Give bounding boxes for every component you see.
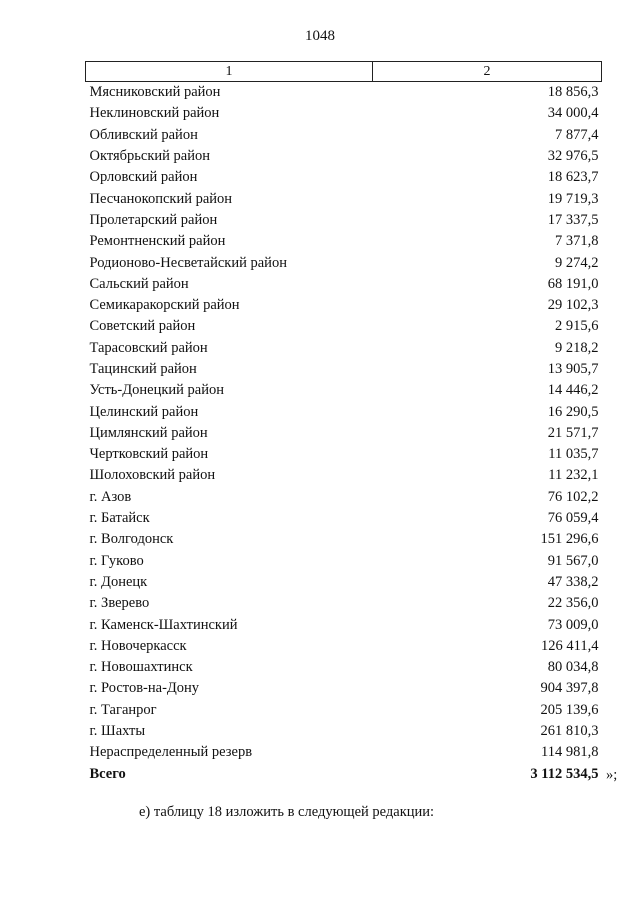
table-row [86, 338, 602, 359]
total-label: Всего [89, 765, 126, 782]
amount-value: 13 905,7 [547, 361, 599, 377]
table-row [86, 636, 602, 657]
district-name: Цимлянский район [89, 424, 208, 441]
table-row [86, 742, 602, 763]
district-name: г. Ростов-на-Дону [89, 680, 200, 697]
table-row [86, 678, 602, 699]
district-name: Октябрьский район [89, 148, 210, 165]
table-row [86, 274, 602, 295]
amount-value: 7 371,8 [555, 233, 599, 250]
table-row [86, 380, 602, 401]
table-row [86, 529, 602, 550]
amendment-instruction: е) таблицу 18 изложить в следующей редакции: [139, 804, 435, 820]
amount-value: 18 856,3 [547, 84, 599, 101]
amount-value: 76 102,2 [547, 488, 599, 505]
table-row [86, 657, 602, 678]
table-row [86, 146, 602, 167]
district-name: Усть-Донецкий район [89, 382, 224, 399]
amount-value: 47 338,2 [547, 573, 599, 590]
amount-value: 91 567,0 [547, 552, 599, 569]
district-name: г. Волгодонск [89, 531, 174, 548]
district-name: Мясниковский район [89, 84, 221, 101]
amount-value: 22 356,0 [547, 595, 599, 612]
amount-value: 9 218,2 [555, 339, 599, 356]
table-row [86, 359, 602, 380]
table-row [86, 572, 602, 593]
amount-value: 205 139,6 [540, 701, 599, 718]
amount-value: 80 034,8 [547, 659, 599, 676]
district-name: г. Азов [89, 488, 132, 505]
table-row [86, 721, 602, 742]
table-row [86, 508, 602, 529]
table-row [86, 551, 602, 572]
district-name: г. Гуково [89, 552, 144, 569]
district-name: г. Зверево [89, 595, 150, 612]
district-name: Чертковский район [89, 446, 209, 463]
amount-value: 11 232,1 [548, 467, 599, 484]
district-name: г. Каменск-Шахтинский [89, 616, 238, 633]
table-row [86, 231, 602, 252]
amount-value: 9 274,2 [555, 254, 599, 271]
total-row [86, 764, 602, 785]
column-header-2: 2 [373, 62, 602, 82]
table-row [86, 167, 602, 188]
amount-value: 261 810,3 [540, 723, 599, 740]
district-name: Тарасовский район [89, 339, 208, 356]
district-name: Песчанокопский район [89, 190, 233, 207]
district-name: Тацинский район [89, 361, 197, 377]
amount-value: 21 571,7 [547, 424, 599, 441]
closing-quote: »; [606, 767, 618, 783]
column-header-1: 1 [86, 62, 373, 82]
table-row [86, 82, 602, 104]
amount-value: 16 290,5 [547, 403, 599, 420]
table-row [86, 125, 602, 146]
table-row [86, 188, 602, 209]
amount-value: 14 446,2 [547, 382, 599, 399]
amount-value: 19 719,3 [547, 190, 599, 207]
table-row [86, 316, 602, 337]
amount-value: 32 976,5 [547, 148, 599, 165]
district-name: г. Новошахтинск [89, 659, 193, 676]
district-name: Советский район [89, 318, 196, 335]
table-row [86, 295, 602, 316]
amount-value: 11 035,7 [548, 446, 599, 463]
amount-value: 17 337,5 [547, 211, 599, 228]
district-name: Сальский район [89, 275, 189, 292]
amount-value: 34 000,4 [547, 105, 599, 122]
allocation-table [85, 61, 602, 785]
district-name: Обливский район [89, 126, 198, 143]
district-name: Пролетарский район [89, 211, 218, 228]
district-name: г. Шахты [89, 723, 146, 740]
table-row [86, 423, 602, 444]
amount-value: 151 296,6 [540, 531, 599, 548]
district-name: Орловский район [89, 169, 198, 186]
district-name: Семикаракорский район [89, 297, 240, 314]
total-value: 3 112 534,5 [530, 765, 599, 782]
table-row [86, 103, 602, 124]
table-row [86, 593, 602, 614]
amount-value: 68 191,0 [547, 275, 599, 292]
district-name: Ремонтненский район [89, 233, 226, 250]
amount-value: 114 981,8 [541, 744, 599, 761]
amount-value: 904 397,8 [540, 680, 599, 697]
table-body [86, 82, 602, 785]
district-name: Нераспределенный резерв [89, 744, 253, 761]
district-name: Неклиновский район [89, 105, 220, 122]
amount-value: 18 623,7 [547, 169, 599, 186]
table-row [86, 252, 602, 273]
amount-value: 76 059,4 [547, 510, 599, 527]
district-name: г. Новочеркасск [89, 637, 187, 654]
page-number: 1048 [305, 28, 335, 44]
amount-value: 73 009,0 [547, 616, 599, 633]
table-row [86, 487, 602, 508]
table-row [86, 210, 602, 231]
table-row [86, 614, 602, 635]
table-row [86, 700, 602, 721]
district-name: Целинский район [89, 403, 199, 420]
district-name: г. Таганрог [89, 701, 157, 718]
amount-value: 126 411,4 [541, 637, 599, 654]
district-name: Родионово-Несветайский район [89, 254, 287, 271]
amount-value: 2 915,6 [555, 318, 599, 335]
table-header-row [86, 62, 602, 82]
district-name: Шолоховский район [89, 467, 216, 484]
table-row [86, 401, 602, 422]
amount-value: 29 102,3 [547, 297, 599, 314]
table-row [86, 444, 602, 465]
table-row [86, 465, 602, 486]
amount-value: 7 877,4 [555, 126, 599, 143]
district-name: г. Батайск [89, 510, 150, 527]
district-name: г. Донецк [89, 573, 148, 590]
